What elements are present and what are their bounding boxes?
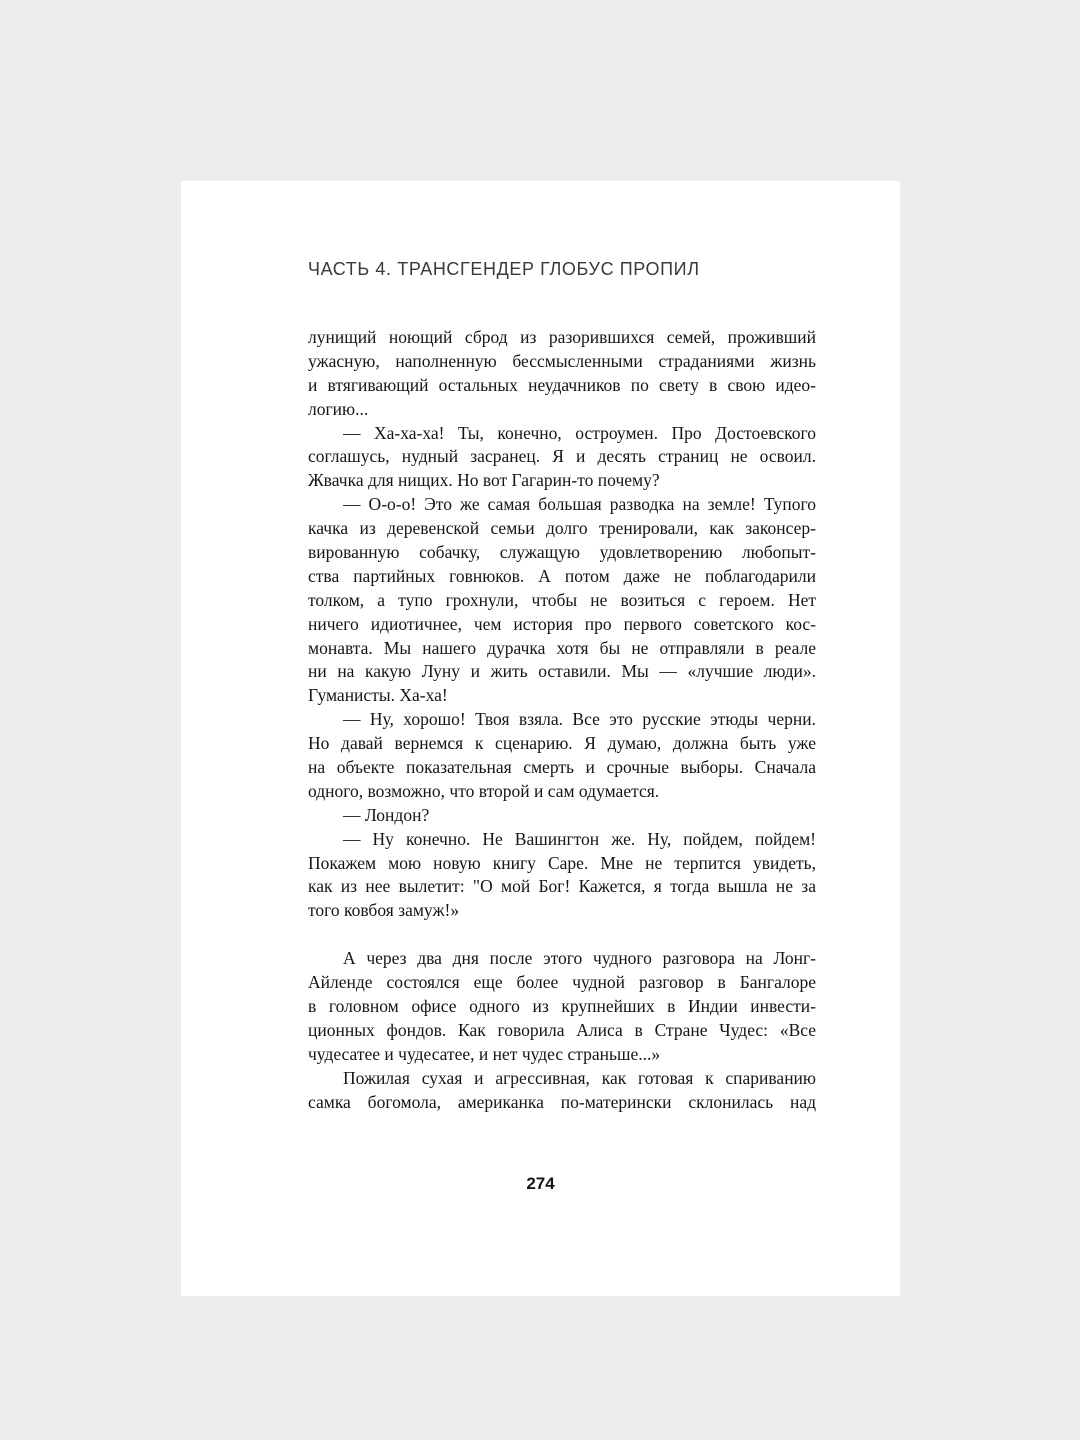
text-line: того ковбоя замуж!» [308,900,460,921]
text-line: Жвачка для нищих. Но вот Гагарин-то почему? [308,470,660,491]
text-line: самка богомола, американка по-матерински склонилась над [308,1091,816,1112]
text-line: — Ну, хорошо! Твоя взяла. Все это русские этюды черни. [343,709,816,730]
text-line: ционных фондов. Как говорила Алиса в Стране Чудес: «Все [308,1019,816,1040]
text-line: качка из деревенской семьи долго тренировали, как законсер- [308,518,816,539]
text-line: Гуманисты. Ха-ха! [308,685,448,706]
text-line: в головном офисе одного из крупнейших в Индии инвести- [308,996,816,1017]
text-line: монавта. Мы нашего дурачка хотя бы не отправляли в реале [308,637,816,658]
text-line: как из нее вылетит: "О мой Бог! Кажется, я тогда вышла не за [308,876,816,897]
body-text [308,326,816,1115]
text-line: вированную собачку, служащую удовлетворению любопыт- [308,542,816,563]
text-line: — Ха-ха-ха! Ты, конечно, остроумен. Про Достоевского [343,422,816,443]
text-line: А через два дня после этого чудного разговора на Лонг- [343,948,816,969]
section-break [308,923,816,947]
text-line: — О-о-о! Это же самая большая разводка на земле! Тупого [343,494,816,515]
text-line: Покажем мою новую книгу Саре. Мне не терпится увидеть, [308,852,816,873]
text-line: ужасную, наполненную бессмысленными страданиями жизнь [308,350,816,371]
text-line: ничего идиотичнее, чем история про первого советского кос- [308,613,816,634]
text-line: — Лондон? [343,804,430,825]
text-line: толком, а тупо грохнули, чтобы не возиться с героем. Нет [308,589,816,610]
running-head: ЧАСТЬ 4. ТРАНСГЕНДЕР ГЛОБУС ПРОПИЛ [308,259,700,279]
text-line: Айленде состоялся еще более чудной разговор в Бангалоре [308,972,816,993]
book-page [181,181,900,1296]
text-line: соглашусь, нудный засранец. Я и десять страниц не освоил. [308,446,816,467]
text-line: Но давай вернемся к сценарию. Я думаю, должна быть уже [308,733,816,754]
text-line: и втягивающий остальных неудачников по свету в свою идео- [308,374,816,395]
text-line: Пожилая сухая и агрессивная, как готовая к спариванию [343,1067,816,1088]
text-line: одного, возможно, что второй и сам одумается. [308,780,660,801]
text-line: логию... [308,398,369,419]
text-line: ства партийных говнюков. А потом даже не поблагодарили [308,565,816,586]
page-number: 274 [526,1174,555,1193]
text-line: лунищий ноющий сброд из разорившихся семей, проживший [308,327,816,347]
text-line: на объекте показательная смерть и срочные выборы. Сначала [308,757,816,778]
text-line: ни на какую Луну и жить оставили. Мы — «лучшие люди». [308,661,816,682]
text-line: чудесатее и чудесатее, и нет чудес страньше...» [308,1043,661,1064]
text-line: — Ну конечно. Не Вашингтон же. Ну, пойдем, пойдем! [343,828,816,849]
